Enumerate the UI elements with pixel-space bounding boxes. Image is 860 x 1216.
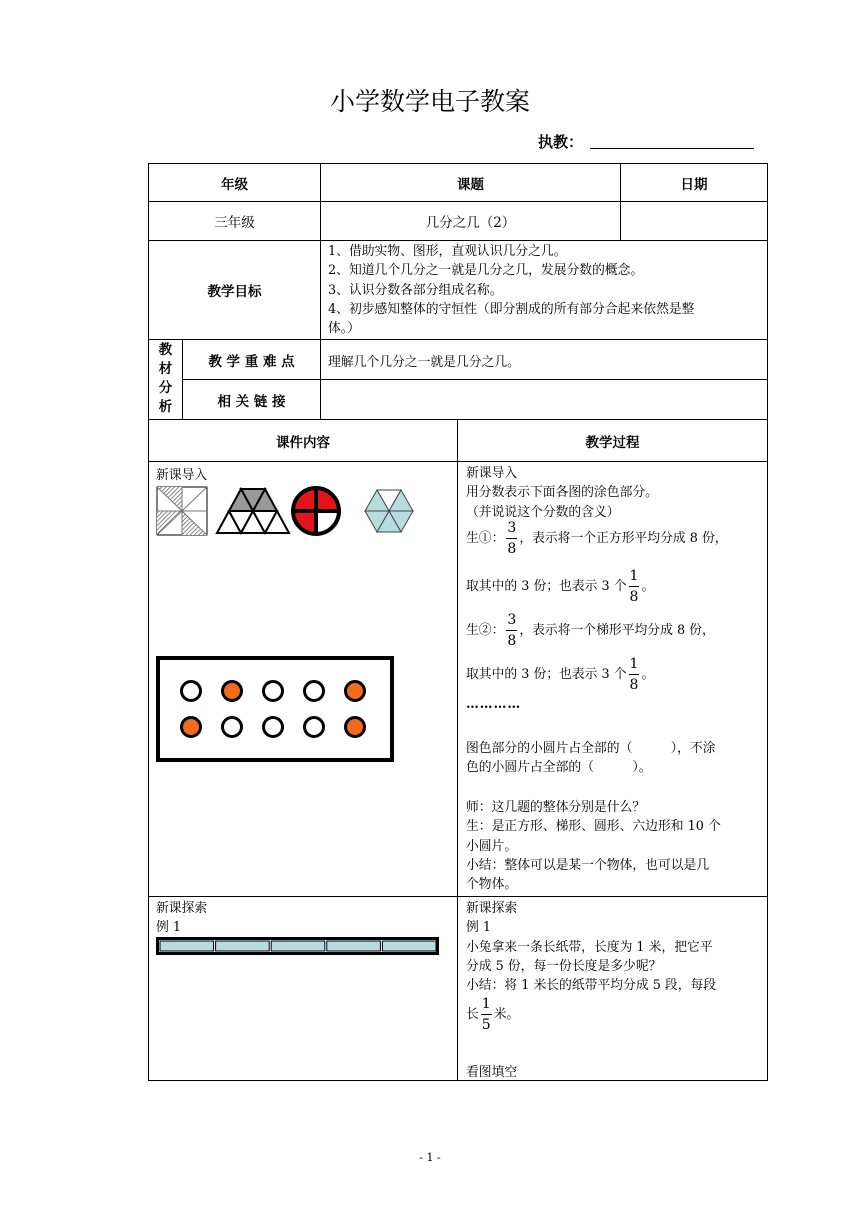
student2-line: 生②： $\frac{3}{8}$ ，表示将一个梯形平均分成 8 份，: [466, 612, 715, 649]
section2-left-example: 例 1: [156, 920, 182, 936]
grade-header: 年级: [221, 176, 248, 193]
section1-questions: [466, 739, 766, 778]
key-points-value: 理解几个几分之一就是几分之几。: [328, 355, 520, 370]
section2-left-label: 新课探索: [156, 901, 208, 916]
unshaded-disc: [305, 718, 324, 737]
section1-summary: 师：这几题的整体分别是什么？ 生：是正方形、梯形、圆形、六边形和 10 个 小圆片。 小结：整体可以是某一个物体，也可以是几 个物体。: [466, 800, 721, 893]
section2-right: 新课探索 例 1 小兔拿来一条长纸带，长度为 1 米，把它平 分成 5 份，每一份长度是多少呢？ 小结：将 1 米长的纸带平均分成 5 段，每段: [466, 901, 717, 994]
section2-left: [156, 899, 207, 938]
fill-in-label: 看图填空: [466, 1065, 518, 1080]
key-points-label: 教 学 重 难 点: [208, 353, 295, 370]
objective-item: 体。）: [328, 321, 360, 337]
student-answers: [466, 521, 766, 731]
trapezoid-shape: [217, 489, 289, 533]
fraction-3-8: $\frac{3}{8}$: [507, 612, 517, 649]
objective-item: 2、知道几个几分之一就是几分之几，发展分数的概念。: [328, 263, 644, 279]
unshaded-disc: [305, 682, 324, 701]
paper-strip-segment: [382, 941, 436, 951]
circle-shape: [293, 488, 339, 534]
page-title: 小学数学电子教案: [329, 87, 530, 116]
shaded-disc: [346, 682, 365, 701]
shaded-disc: [223, 682, 242, 701]
teacher-name-blank[interactable]: [590, 148, 754, 149]
unshaded-disc: [264, 682, 283, 701]
courseware-header: 课件内容: [276, 434, 330, 451]
process-header: 教学过程: [585, 434, 640, 451]
square-shape: [157, 487, 207, 535]
hexagon-shape: [365, 490, 413, 532]
student1-line: 生①： $\frac{3}{8}$ ，表示将一个正方形平均分成 8 份，: [466, 520, 728, 557]
unshaded-disc: [182, 682, 201, 701]
links-label: 相 关 链 接: [217, 393, 286, 410]
question-line2: 色的小圆片占全部的（ ）。: [466, 760, 652, 776]
section1-right: [466, 464, 762, 522]
unshaded-disc: [264, 718, 283, 737]
analysis-label: 教 材 分 析: [158, 342, 173, 415]
teacher-label: 执教：: [538, 133, 584, 151]
fraction-1-8: $\frac{1}{8}$: [629, 656, 639, 693]
date-value[interactable]: [621, 202, 767, 240]
ellipsis: …………: [466, 697, 522, 712]
section2-length-line: 长 $\frac{1}{5}$ 米。: [466, 996, 520, 1033]
objective-item: 3、认识分数各部分组成名称。: [328, 282, 503, 298]
page-number: - 1 -: [419, 1151, 441, 1164]
shaded-disc: [346, 718, 365, 737]
intro-line1: 用分数表示下面各图的涂色部分。: [466, 485, 658, 501]
paper-strip-figure: [156, 937, 440, 957]
intro-line2: （并说说这个分数的含义）: [466, 504, 620, 520]
unshaded-disc: [223, 718, 242, 737]
shaded-disc: [182, 718, 201, 737]
paper-strip-segment: [216, 941, 270, 951]
fraction-3-8: $\frac{3}{8}$: [507, 520, 517, 557]
student1-line2: 取其中的 3 份；也表示 3 个 $\frac{1}{8}$ 。: [466, 568, 655, 605]
fraction-1-8: $\frac{1}{8}$: [629, 568, 639, 605]
objectives-list: [328, 242, 764, 338]
date-header: 日期: [680, 176, 708, 193]
objectives-label: 教学目标: [207, 284, 262, 300]
topic-value: 几分之几（2）: [425, 215, 516, 231]
intro-heading: 新课导入: [466, 466, 518, 481]
section1-left-label: 新课导入: [156, 468, 208, 483]
topic-header: 课题: [457, 176, 484, 193]
paper-strip-segment: [327, 941, 381, 951]
dots-figure: [156, 656, 396, 764]
objective-item: 4、初步感知整体的守恒性（即分割成的所有部分合起来依然是整: [328, 301, 695, 317]
student2-line2: 取其中的 3 份；也表示 3 个 $\frac{1}{8}$ 。: [466, 656, 655, 693]
objective-item: 1、借助实物、图形，直观认识几分之几。: [328, 244, 567, 259]
paper-strip-segment: [271, 941, 325, 951]
fraction-shapes-figure: [155, 485, 415, 537]
fraction-1-5: $\frac{1}{5}$: [481, 996, 491, 1033]
paper-strip-segments: [160, 941, 436, 951]
paper-strip-segment: [160, 941, 214, 951]
question-line1: 图色部分的小圆片占全部的（ ），不涂: [466, 741, 716, 756]
grade-value: 三年级: [214, 215, 255, 231]
